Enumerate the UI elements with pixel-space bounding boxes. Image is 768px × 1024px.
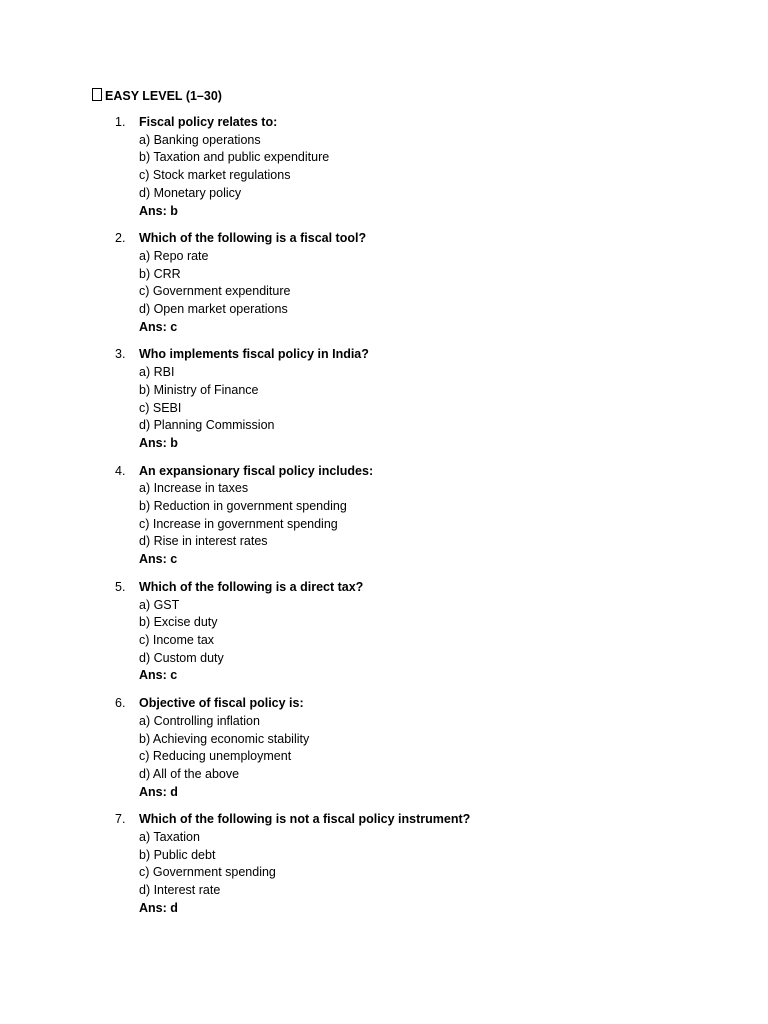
question-body: [139, 114, 768, 220]
answer-key: Ans: c: [139, 552, 178, 567]
question-item: [0, 230, 768, 336]
section-heading-text: EASY LEVEL (1–30): [105, 89, 222, 103]
question-body: [139, 579, 768, 685]
missing-glyph-box-icon: [92, 88, 102, 101]
answer-option: a) Banking operations: [139, 132, 261, 147]
question-body: [139, 811, 768, 917]
question-item: [0, 463, 768, 569]
question-text: An expansionary fiscal policy includes:: [139, 463, 374, 478]
answer-option: c) Reducing unemployment: [139, 749, 292, 764]
answer-option: b) Ministry of Finance: [139, 382, 259, 397]
answer-option: a) Controlling inflation: [139, 713, 260, 728]
answer-option: b) Excise duty: [139, 615, 218, 630]
question-text: Which of the following is not a fiscal policy instrument?: [139, 812, 471, 827]
question-text: Which of the following is a direct tax?: [139, 579, 364, 594]
answer-key: Ans: c: [139, 668, 178, 683]
question-number: 2.: [115, 231, 126, 246]
question-list: [0, 114, 768, 928]
question-number: 3.: [115, 347, 126, 362]
question-item: [0, 579, 768, 685]
question-number: 6.: [115, 696, 126, 711]
answer-option: c) Increase in government spending: [139, 516, 338, 531]
answer-option: d) All of the above: [139, 766, 240, 781]
answer-option: c) Government expenditure: [139, 284, 291, 299]
answer-option: a) Taxation: [139, 830, 200, 845]
answer-option: a) Increase in taxes: [139, 481, 249, 496]
question-text: Who implements fiscal policy in India?: [139, 347, 369, 362]
answer-option: a) GST: [139, 597, 180, 612]
answer-key: Ans: c: [139, 319, 178, 334]
question-text: Fiscal policy relates to:: [139, 115, 278, 129]
question-item: [0, 346, 768, 452]
answer-option: a) RBI: [139, 365, 175, 380]
answer-option: d) Custom duty: [139, 650, 224, 665]
answer-option: b) Taxation and public expenditure: [139, 150, 330, 165]
question-body: [139, 346, 768, 452]
question-item: [0, 114, 768, 220]
question-text: Objective of fiscal policy is:: [139, 696, 304, 711]
answer-option: b) Public debt: [139, 847, 216, 862]
question-number: 4.: [115, 463, 126, 478]
answer-key: Ans: b: [139, 203, 178, 218]
answer-option: d) Planning Commission: [139, 418, 275, 433]
question-body: [139, 695, 768, 801]
answer-option: d) Interest rate: [139, 883, 221, 898]
section-heading: [92, 88, 222, 104]
question-number: 5.: [115, 579, 126, 594]
answer-option: d) Monetary policy: [139, 185, 242, 200]
question-body: [139, 463, 768, 569]
answer-option: c) Stock market regulations: [139, 168, 291, 183]
answer-option: c) Income tax: [139, 632, 215, 647]
answer-key: Ans: b: [139, 435, 178, 450]
answer-option: a) Repo rate: [139, 248, 209, 263]
answer-key: Ans: d: [139, 900, 178, 915]
question-item: [0, 695, 768, 801]
answer-option: b) Reduction in government spending: [139, 499, 347, 514]
question-number: 7.: [115, 812, 126, 827]
question-text: Which of the following is a fiscal tool?: [139, 231, 367, 246]
answer-option: d) Rise in interest rates: [139, 534, 268, 549]
answer-option: d) Open market operations: [139, 302, 288, 317]
answer-key: Ans: d: [139, 784, 178, 799]
answer-option: c) SEBI: [139, 400, 182, 415]
answer-option: b) Achieving economic stability: [139, 731, 310, 746]
answer-option: c) Government spending: [139, 865, 276, 880]
question-body: [139, 230, 768, 336]
answer-option: b) CRR: [139, 266, 181, 281]
question-item: [0, 811, 768, 917]
question-number: 1.: [115, 115, 126, 129]
